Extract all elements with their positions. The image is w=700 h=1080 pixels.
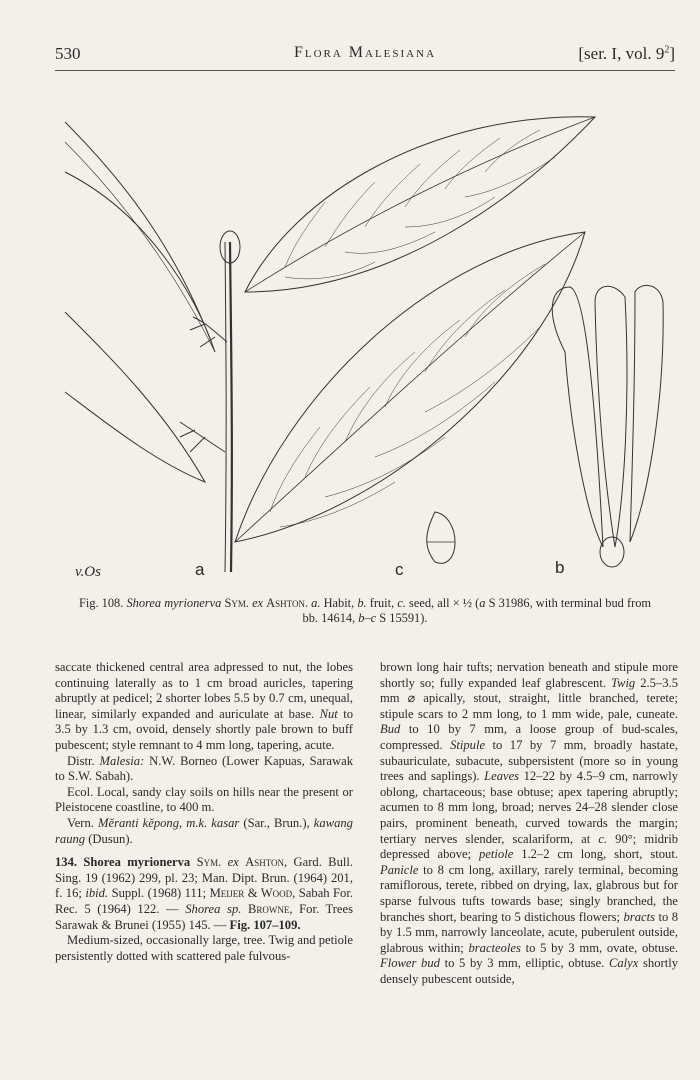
series-volume: [ser. I, vol. $9^2$] [578,44,675,63]
book-title: Flora Malesiana [293,44,437,61]
inflorescence-lower [180,422,225,452]
running-header [55,44,675,68]
figure-caption: Fig. 108. Shorea myrionerva Sym. ex Ashton. a. Habit, b. fruit, c. seed, all × ½ (a S 31986, with terminal bud from bb. 14614, b–c S 15591). [78,596,652,625]
fruit-wing-middle [595,286,627,547]
distribution: Distr. Malesia: N.W. Borneo (Lower Kapuas, Sarawak to S.W. Sabah). [55,753,353,784]
figure-label-a: a [195,560,205,579]
page-number: 530 [55,44,81,63]
header-rule [55,70,675,71]
leaf-left-upper [65,122,215,352]
fruit-wing-right [630,285,663,542]
ecology: Ecol. Local, sandy clay soils on hills near the present or Pleistocene coastline, to 400 m. [55,784,353,815]
figure-label-b: b [555,558,565,577]
left-column [55,660,353,964]
inflorescence-upper [190,317,227,347]
paragraph: saccate thickened central area adpressed to nut, the lobes continuing laterally as to 1 cm broad auricles, tapering abruptly at pedicel; 2 shorter lobes 5.5 by 0.7 cm, unequal, linear, similarly expanded and auriculate at base. Nut to 3.5 by 1.3 cm, ovoid, densely shortly pale brown to buff pubescent; style remnant to 4 mm long, tapering, acute. [55,660,353,752]
artist-signature: v.Os [75,564,101,580]
description: Medium-sized, occasionally large, tree. Twig and petiole persistently dotted with scattered pale fulvous- [55,933,353,963]
right-column [380,660,678,987]
plant-illustration [55,92,675,584]
seed [427,512,455,563]
figure-label-c: c [395,560,404,579]
vernacular: Vern. Mĕranti kĕpong, m.k. kasar (Sar., Brun.), kawang raung (Dusun). [55,815,353,846]
fruit-nut [600,537,624,567]
leaf-left-lower [65,312,205,482]
species-heading: 134. Shorea myrionerva Sym. ex Ashton, Gard. Bull. Sing. 19 (1962) 299, pl. 23; Man. Dipt. Brun. (1964) 201, f. 16; ibid. Suppl. (1968) 111; Meijer & Wood, Sabah For. Rec. 5 (1964) 122. — Shorea sp. Browne, For. Trees Sarawak & Brunei (1955) 145. — Fig. 107–109. [55,855,354,932]
stem [230,242,232,572]
leaf-lower [235,232,585,542]
botanical-plate [55,92,675,584]
description-continued: brown long hair tufts; nervation beneath and stipule more shortly so; fully expanded leaf glabrescent. Twig 2.5–3.5 mm ⌀ apically, stout, straight, little branched, terete; stipule scars to 2 mm long, to 1 mm wide, pale, cuneate. Bud to 10 by 7 mm, a loose group of bud-scales, compressed. Stipule to 17 by 7 mm, broadly hastate, subauriculate, subacute, subpersistent (more so in young trees and saplings). Leaves 12–22 by 4.5–9 cm, narrowly oblong, chartaceous; base obtuse; apex tapering abruptly; acumen to 8 mm long, broad; nerves 24–28 slender close pairs, prominent beneath, curved towards the margin; tertiary nerves slender, scalariform, at c. 90°; midrib depressed above; petiole 1.2–2 cm long, short, stout. Panicle to 8 cm long, axillary, rarely terminal, becoming ramiflorous, terete, ribbed on drying, lax, glabrous but for sparse fulvous tufts towards base; singly branched, the branches short, bearing to 5 distichous flowers; bracts to 8 by 1.5 mm, narrowly lanceolate, acute, puberulent outside, glabrous within; bracteoles to 5 by 3 mm, ovate, obtuse. Flower bud to 5 by 3 mm, elliptic, obtuse. Calyx shortly densely pubescent outside, [380,660,678,986]
